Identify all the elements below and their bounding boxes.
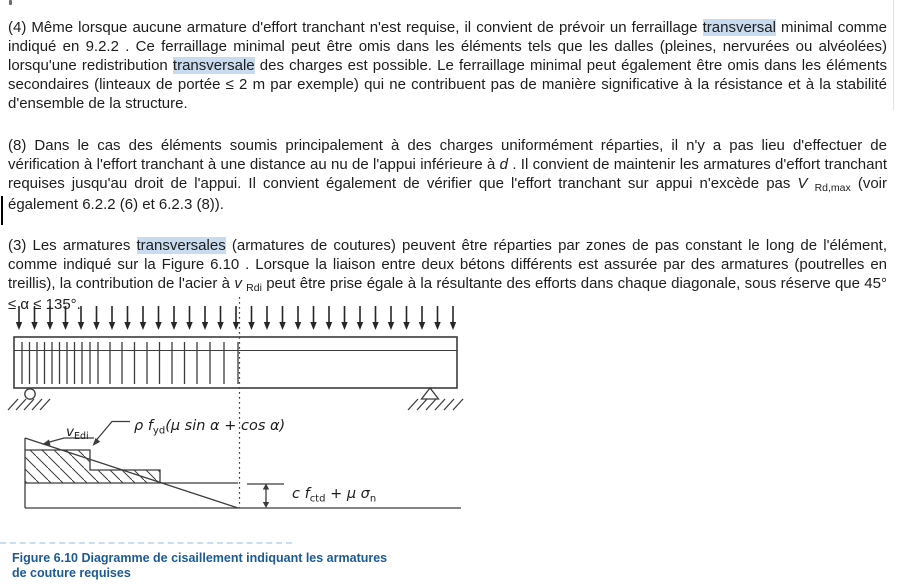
figure-labels (66, 418, 376, 505)
load-arrow-head (279, 322, 285, 330)
text-run-normal: peut être prise égale à la résultante des efforts dans chaque diagonale, sous réserve que 45° ≤ α ≤ 135°. (8, 275, 887, 313)
stirrup-zone-2-hatch (90, 470, 160, 483)
text-run-hl: transversal (702, 19, 776, 36)
paragraph-clause-4 (8, 18, 887, 113)
text-cursor (1, 196, 3, 225)
load-arrow-head (372, 322, 378, 330)
load-arrow-head (140, 322, 146, 330)
load-arrow-head (109, 322, 115, 330)
steel-term-leader (94, 422, 130, 444)
text-run-i: V (797, 175, 808, 192)
text-run-hl: transversale (172, 57, 255, 74)
load-arrow-head (202, 322, 208, 330)
load-arrow-head (326, 322, 332, 330)
text-run-normal (807, 175, 814, 192)
text-run-normal: . Il convient de maintenir les armatures d'effort tranchant requises jusqu'au droit de l'appui. Il convient également de vérifier que l'effort tranchant sur appui n'excède pas (8, 156, 887, 192)
load-arrow-head (357, 322, 363, 330)
stirrup-lines (22, 342, 238, 384)
scan-artifact-dot (9, 0, 12, 5)
load-arrow-head (450, 322, 456, 330)
load-arrow-head (124, 322, 130, 330)
text-run-sub: Rdi (246, 282, 262, 294)
load-arrow-head (388, 322, 394, 330)
load-arrow-head (419, 322, 425, 330)
text-run-sub: Rd,max (814, 182, 851, 194)
label-steel-term (134, 418, 285, 437)
load-arrow-head (47, 322, 53, 330)
friction-subscript-2: n (369, 493, 377, 505)
load-arrow-head (310, 322, 316, 330)
label-v-edi (66, 424, 89, 442)
label-friction-term (292, 486, 376, 505)
shear-diagram (25, 438, 461, 508)
load-arrow-head (31, 322, 37, 330)
load-arrow-head (62, 322, 68, 330)
steel-subscript: yd (152, 425, 166, 437)
text-run-i: v (234, 275, 242, 292)
dimension-arrowhead-down (263, 502, 269, 508)
load-arrow-head (248, 322, 254, 330)
faint-dashed-divider (0, 542, 292, 544)
load-arrow-head (78, 322, 84, 330)
left-support-roller (8, 389, 50, 410)
friction-subscript-1: ctd (309, 493, 326, 505)
load-arrow-head (217, 322, 223, 330)
load-arrow-head (264, 322, 270, 330)
figure-caption: Figure 6.10 Diagramme de cisaillement indiquant les armatures de couture requises (12, 551, 388, 580)
figure-6-10-drawing (0, 295, 470, 545)
load-arrow-head (341, 322, 347, 330)
load-arrow-head (186, 322, 192, 330)
page-edge-line (893, 0, 894, 110)
load-arrow-head (233, 322, 239, 330)
beam-outline (14, 337, 457, 388)
text-run-normal: (armatures de coutures) peuvent être réparties par zones de pas constant le long de l'élément, comme indiqué sur la Figure 6.10 . Lorsque la liaison entre deux bétons différents est assurée par des armatures (poutrelles en treillis), la contribution de l'acier à (8, 237, 887, 292)
text-run-i: d (499, 156, 509, 173)
friction-mid: + μ σ (325, 486, 370, 502)
steel-rest: (μ sin α + cos α) (165, 418, 286, 434)
text-run-normal: des charges est possible. Le ferraillage minimal peut également être omis dans les éléments secondaires (linteaux de portée ≤ 2 m par exemple) qui ne contribuent pas de manière significative à la résistance et à la stabilité d'ensemble de la structure. (8, 57, 887, 112)
steel-main: ρ f (134, 418, 153, 434)
load-arrow-head (155, 322, 161, 330)
friction-pre: c f (292, 486, 310, 502)
load-arrow-head (295, 322, 301, 330)
v-edi-subscript: Edi (74, 431, 89, 442)
load-arrow-head (434, 322, 440, 330)
distributed-load-arrows (16, 306, 456, 330)
text-run-normal: (4) Même lorsque aucune armature d'effort tranchant n'est requise, il convient de prévoir un ferraillage (8, 19, 703, 36)
text-run-hl: transversales (136, 237, 226, 254)
steel-term-arrowhead (93, 438, 101, 446)
text-run-normal: (3) Les armatures (8, 237, 137, 254)
text-run-normal: (voir également 6.2.2 (6) et 6.2.3 (8)). (8, 175, 888, 213)
stirrup-zone-1-hatch (25, 450, 90, 483)
v-edi-arrowhead (42, 440, 51, 446)
load-arrow-head (16, 322, 22, 330)
text-run-normal: minimal comme indiqué en 9.2.2 . Ce ferraillage minimal peut être omis dans les éléments tels que les dalles (pleines, nervurées ou alvéolées) lorsqu'une redistribution (8, 19, 887, 74)
paragraph-clause-8 (8, 136, 887, 214)
load-arrow-head (171, 322, 177, 330)
text-run-normal: (8) Dans le cas des éléments soumis principalement à des charges uniformément réparties, il n'y a pas lieu d'effectuer de vérification à l'effort tranchant à une distance au nu de l'appui inférieure à (8, 137, 887, 173)
v-edi-main: v (66, 424, 74, 440)
right-support-pin (408, 388, 463, 410)
load-arrow-head (93, 322, 99, 330)
load-arrow-head (403, 322, 409, 330)
